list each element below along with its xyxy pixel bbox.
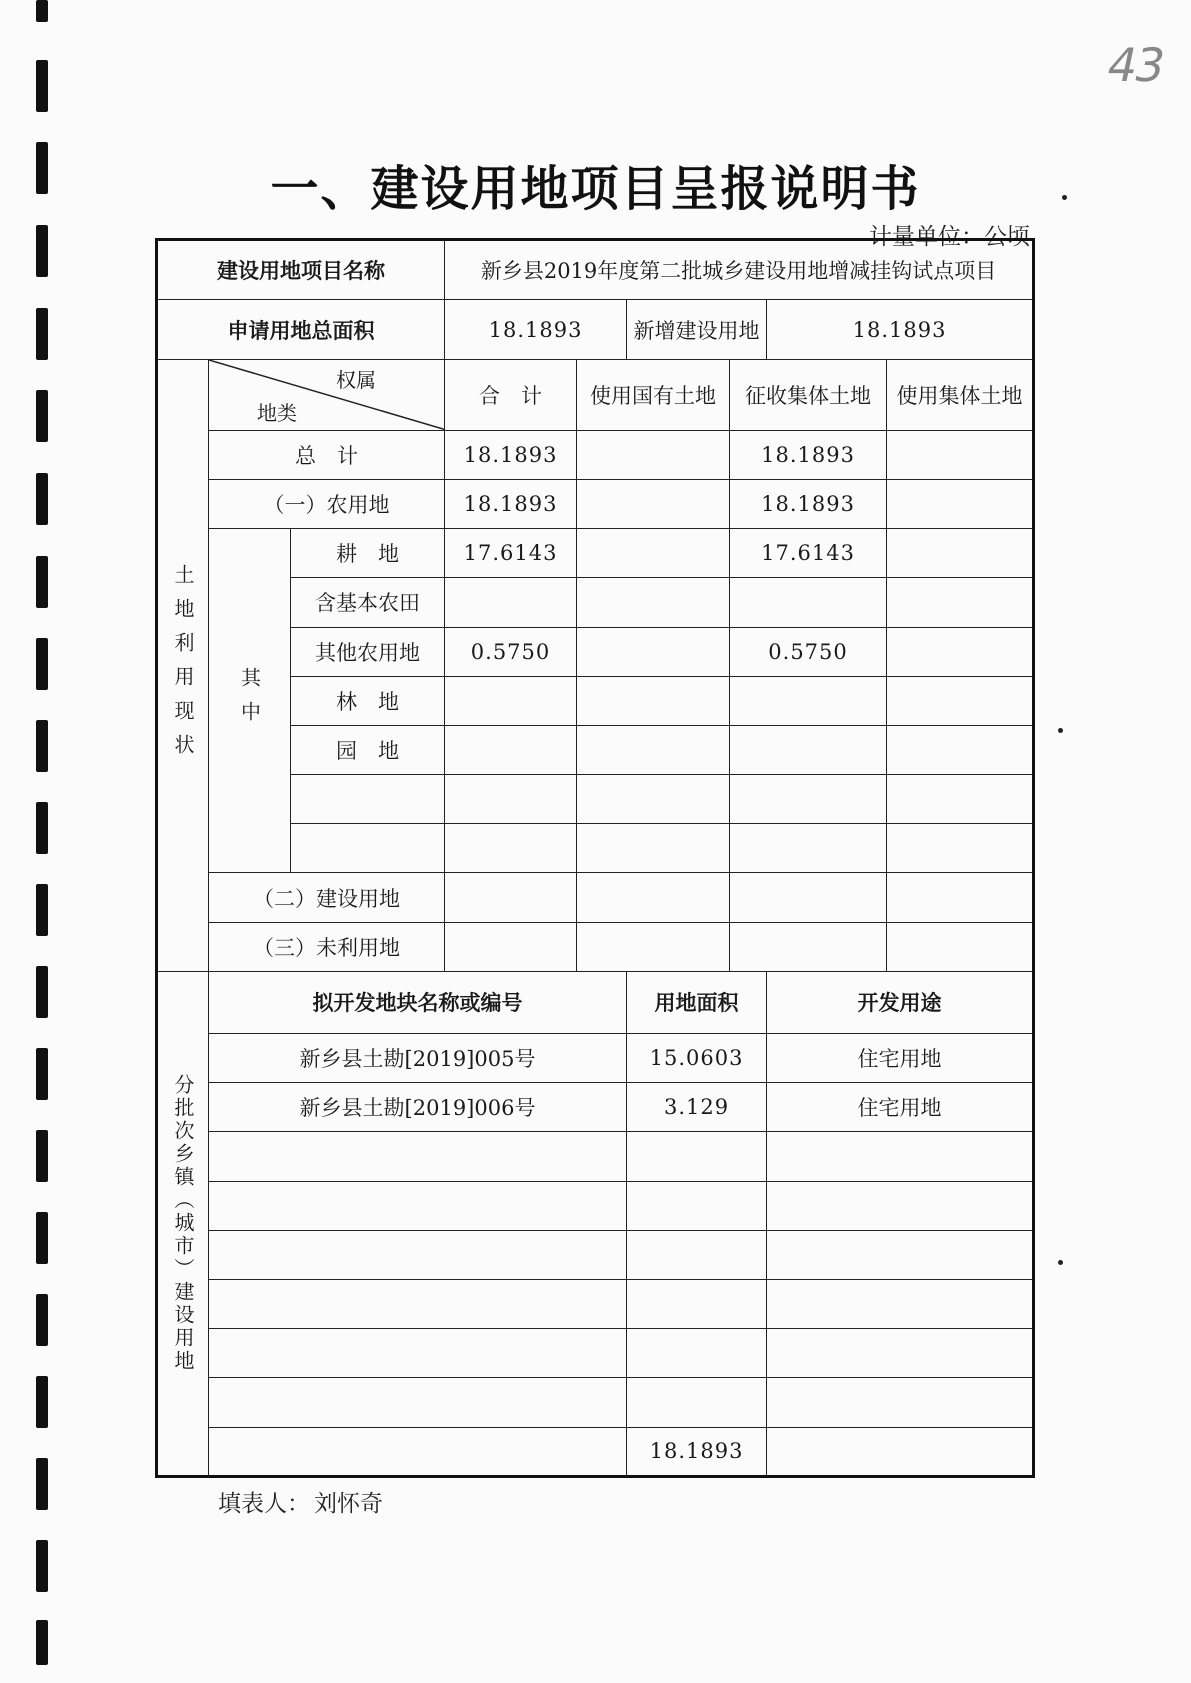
cell-collective-used: [887, 824, 1034, 873]
batch-total-row: [157, 1427, 1034, 1476]
batch-row: [157, 1329, 1034, 1378]
cell-collective-expropriated: [730, 775, 887, 824]
row-label: 园 地: [291, 725, 445, 774]
project-name-value: 新乡县2019年度第二批城乡建设用地增减挂钩试点项目: [445, 240, 1034, 300]
plot-area: [627, 1378, 767, 1427]
diagonal-bottom-label: 地类: [257, 400, 297, 425]
new-construction-label: 新增建设用地: [627, 300, 767, 360]
binding-hole: [36, 638, 48, 690]
cell-total: 17.6143: [445, 529, 577, 578]
plot-use: [767, 1181, 1034, 1230]
cell-collective-used: [887, 529, 1034, 578]
plot-area-total: 18.1893: [627, 1427, 767, 1476]
cell-collective-used: [887, 430, 1034, 479]
binding-hole: [36, 1540, 48, 1592]
binding-hole: [36, 720, 48, 772]
land-use-row: [157, 479, 1034, 528]
batch-row: [157, 1132, 1034, 1181]
plot-area-header: 用地面积: [627, 971, 767, 1033]
binding-hole: [36, 308, 48, 360]
cell-state-owned: [577, 873, 730, 922]
cell-collective-expropriated: [730, 824, 887, 873]
binding-hole: [36, 1458, 48, 1510]
cell-state-owned: [577, 578, 730, 627]
cell-state-owned: [577, 725, 730, 774]
total-area-value: 18.1893: [445, 300, 627, 360]
cell-state-owned: [577, 922, 730, 971]
batch-row: [157, 1280, 1034, 1329]
speck: [1058, 728, 1063, 733]
filler-label: 填表人：: [218, 1491, 310, 1517]
cell-collective-used: [887, 922, 1034, 971]
cell-collective-used: [887, 725, 1034, 774]
new-construction-value: 18.1893: [767, 300, 1034, 360]
column-header: 使用集体土地: [887, 360, 1034, 430]
plot-name: 新乡县土勘[2019]005号: [209, 1034, 627, 1083]
row-label: 其他农用地: [291, 627, 445, 676]
plot-area: 15.0603: [627, 1034, 767, 1083]
plot-use: [767, 1378, 1034, 1427]
total-area-label: 申请用地总面积: [157, 300, 445, 360]
measurement-unit: 计量单位：公顷: [869, 224, 1030, 250]
batch-row: [157, 1034, 1034, 1083]
land-use-row: [157, 873, 1034, 922]
plot-name: [209, 1427, 627, 1476]
cell-collective-expropriated: 17.6143: [730, 529, 887, 578]
batch-row: [157, 1083, 1034, 1132]
cell-state-owned: [577, 676, 730, 725]
row-label: [291, 824, 445, 873]
cell-collective-expropriated: [730, 922, 887, 971]
cell-collective-used: [887, 676, 1034, 725]
plot-use: [767, 1427, 1034, 1476]
cell-state-owned: [577, 775, 730, 824]
binding-hole: [36, 884, 48, 936]
cell-collective-expropriated: [730, 725, 887, 774]
cell-collective-expropriated: [730, 873, 887, 922]
cell-state-owned: [577, 430, 730, 479]
plot-name-header: 拟开发地块名称或编号: [209, 971, 627, 1033]
cell-collective-used: [887, 873, 1034, 922]
plot-name: [209, 1230, 627, 1279]
cell-collective-used: [887, 775, 1034, 824]
row-label: （三）未利用地: [209, 922, 445, 971]
cell-total: [445, 725, 577, 774]
land-use-section-label: 土地利用现状: [171, 563, 195, 768]
cell-collective-expropriated: [730, 578, 887, 627]
cell-collective-used: [887, 627, 1034, 676]
binding-hole: [36, 1048, 48, 1100]
filler-name: 刘怀奇: [314, 1491, 383, 1517]
cell-state-owned: [577, 824, 730, 873]
binding-hole: [36, 1620, 48, 1665]
row-label: 总 计: [209, 430, 445, 479]
plot-use: 住宅用地: [767, 1034, 1034, 1083]
plot-use: 住宅用地: [767, 1083, 1034, 1132]
diagonal-line: [209, 360, 444, 429]
plot-name: [209, 1132, 627, 1181]
plot-name: [209, 1181, 627, 1230]
speck: [1058, 1260, 1063, 1265]
land-use-header-row: [157, 360, 1034, 430]
row-label: （一）农用地: [209, 479, 445, 528]
land-use-section: [157, 360, 209, 971]
land-use-row: [157, 529, 1034, 578]
form-filler: [218, 1485, 383, 1518]
cell-collective-expropriated: 18.1893: [730, 430, 887, 479]
row-label: 林 地: [291, 676, 445, 725]
plot-name: [209, 1378, 627, 1427]
batch-header-row: [157, 971, 1034, 1033]
diagonal-header: [209, 360, 445, 430]
batch-section-label: 分批次乡镇（城市）建设用地: [171, 1073, 195, 1373]
cell-collective-expropriated: 18.1893: [730, 479, 887, 528]
cell-collective-expropriated: [730, 676, 887, 725]
binding-hole: [36, 390, 48, 442]
cell-total: [445, 775, 577, 824]
cell-total: [445, 578, 577, 627]
cell-total: 18.1893: [445, 479, 577, 528]
cell-collective-expropriated: 0.5750: [730, 627, 887, 676]
batch-section: [157, 971, 209, 1476]
land-use-row: [157, 922, 1034, 971]
column-header: 使用国有土地: [577, 360, 730, 430]
binding-hole: [36, 1130, 48, 1182]
cell-state-owned: [577, 479, 730, 528]
cell-state-owned: [577, 627, 730, 676]
plot-use: [767, 1132, 1034, 1181]
row-label: 耕 地: [291, 529, 445, 578]
plot-area: [627, 1181, 767, 1230]
cell-total: [445, 676, 577, 725]
plot-use-header: 开发用途: [767, 971, 1034, 1033]
cell-total: [445, 873, 577, 922]
binding-hole: [36, 1294, 48, 1346]
binding-hole: [36, 802, 48, 854]
plot-name: 新乡县土勘[2019]006号: [209, 1083, 627, 1132]
plot-area: [627, 1132, 767, 1181]
plot-use: [767, 1329, 1034, 1378]
row-label: 含基本农田: [291, 578, 445, 627]
binding-hole: [36, 556, 48, 608]
cell-total: [445, 824, 577, 873]
plot-use: [767, 1230, 1034, 1279]
cell-collective-used: [887, 578, 1034, 627]
binding-hole: [36, 1376, 48, 1428]
binding-holes: [36, 0, 50, 1683]
binding-hole: [36, 966, 48, 1018]
plot-area: [627, 1230, 767, 1279]
column-header: 合 计: [445, 360, 577, 430]
cell-total: [445, 922, 577, 971]
binding-hole: [36, 473, 48, 525]
plot-name: [209, 1329, 627, 1378]
binding-hole: [36, 0, 48, 22]
report-table: [155, 238, 1035, 1478]
land-use-row: [157, 430, 1034, 479]
cell-collective-used: [887, 479, 1034, 528]
binding-hole: [36, 60, 48, 112]
binding-hole: [36, 1212, 48, 1264]
page-title: 一、建设用地项目呈报说明书: [270, 161, 921, 217]
among-section: [209, 529, 291, 873]
plot-area: [627, 1329, 767, 1378]
batch-row: [157, 1230, 1034, 1279]
batch-row: [157, 1378, 1034, 1427]
plot-area: [627, 1280, 767, 1329]
plot-area: 3.129: [627, 1083, 767, 1132]
row-label: （二）建设用地: [209, 873, 445, 922]
cell-state-owned: [577, 529, 730, 578]
diagonal-top-label: 权属: [336, 368, 377, 393]
project-name-label: 建设用地项目名称: [157, 240, 445, 300]
column-header: 征收集体土地: [730, 360, 887, 430]
project-area-row: [157, 300, 1034, 360]
row-label: [291, 775, 445, 824]
cell-total: 18.1893: [445, 430, 577, 479]
among-label: 其中: [237, 666, 262, 735]
cell-total: 0.5750: [445, 627, 577, 676]
handwritten-page-number: 43: [1102, 38, 1169, 92]
batch-row: [157, 1181, 1034, 1230]
binding-hole: [36, 225, 48, 277]
plot-name: [209, 1280, 627, 1329]
plot-use: [767, 1280, 1034, 1329]
project-name-row: [157, 240, 1034, 300]
